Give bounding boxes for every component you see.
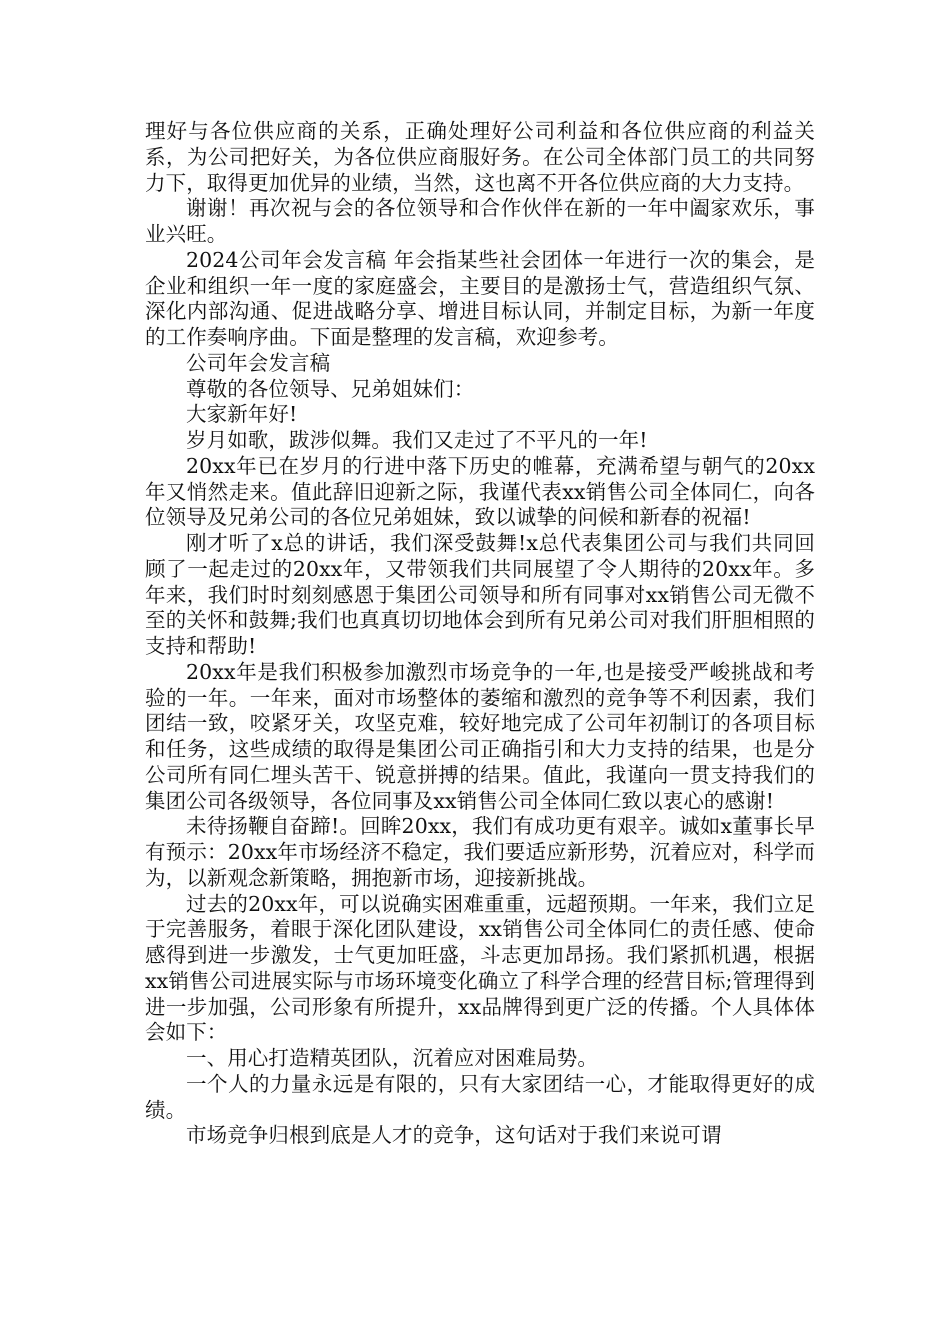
paragraph-past-year: 过去的20xx年，可以说确实困难重重，远超预期。一年来，我们立足于完善服务，着眼于深化团队建设，xx销售公司全体同仁的责任感、使命感得到进一步激发，士气更加旺盛，斗志更加昂扬。我们紧抓机遇，根据xx销售公司进展实际与市场环境变化确立了科学合理的经营目标;管理得到进一步加强，公司形象有所提升，xx品牌得到更广泛的传播。个人具体体会如下： [145, 891, 815, 1045]
paragraph-thanks: 谢谢！再次祝与会的各位领导和合作伙伴在新的一年中阖家欢乐，事业兴旺。 [145, 196, 815, 246]
document-body [145, 119, 815, 1149]
paragraph-looking-back: 未待扬鞭自奋蹄!。回眸20xx，我们有成功更有艰辛。诚如x董事长早有预示：20xx年市场经济不稳定，我们要适应新形势，沉着应对，科学而为，以新观念新策略，拥抱新市场，迎接新挑战。 [145, 814, 815, 890]
greeting: 大家新年好! [186, 402, 298, 427]
paragraph-market-competition-year: 20xx年是我们积极参加激烈市场竞争的一年,也是接受严峻挑战和考验的一年。一年来，面对市场整体的萎缩和激烈的竞争等不利因素，我们团结一致，咬紧牙关，攻坚克难，较好地完成了公司年初制订的各项目标和任务，这些成绩的取得是集团公司正确指引和大力支持的结果，也是分公司所有同仁埋头苦干、锐意拼搏的结果。值此，我谨向一贯支持我们的集团公司各级领导，各位同事及xx销售公司全体同仁致以衷心的感谢! [145, 659, 815, 813]
paragraph-years-like-song: 岁月如歌，跋涉似舞。我们又走过了不平凡的一年! [186, 428, 648, 452]
paragraph-intro: 2024公司年会发言稿 年会指某些社会团体一年进行一次的集会，是企业和组织一年一度的家庭盛会，主要目的是激扬士气，营造组织气氛、深化内部沟通、促进战略分享、增进目标认同，并制定目标，为新一年度的工作奏响序曲。下面是整理的发言稿，欢迎参考。 [145, 247, 815, 349]
salutation: 尊敬的各位领导、兄弟姐妹们： [186, 376, 475, 401]
speech-title: 公司年会发言稿 [186, 350, 331, 375]
paragraph-new-year-wishes: 20xx年已在岁月的行进中落下历史的帷幕，充满希望与朝气的20xx年又悄然走来。值此辞旧迎新之际，我谨代表xx销售公司全体同仁，向各位领导及兄弟公司的各位兄弟姐妹，致以诚挚的问候和新春的祝福! [145, 453, 815, 530]
paragraph-leader-speech: 刚才听了x总的讲话，我们深受鼓舞!x总代表集团公司与我们共同回顾了一起走过的20xx年，又带领我们共同展望了令人期待的20xx年。多年来，我们时时刻刻感恩于集团公司领导和所有同事对xx销售公司无微不至的关怀和鼓舞;我们也真真切切地体会到所有兄弟公司对我们肝胆相照的支持和帮助! [145, 531, 815, 658]
paragraph-supplier-relations: 理好与各位供应商的关系，正确处理好公司利益和各位供应商的利益关系，为公司把好关，为各位供应商服好务。在公司全体部门员工的共同努力下，取得更加优异的业绩，当然，这也离不开各位供应商的大力支持。 [145, 119, 815, 195]
section-heading-elite-team: 一、用心打造精英团队，沉着应对困难局势。 [186, 1046, 598, 1070]
paragraph-talent-competition: 市场竞争归根到底是人才的竞争，这句话对于我们来说可谓 [186, 1123, 722, 1148]
paragraph-teamwork: 一个人的力量永远是有限的，只有大家团结一心，才能取得更好的成绩。 [145, 1071, 815, 1122]
